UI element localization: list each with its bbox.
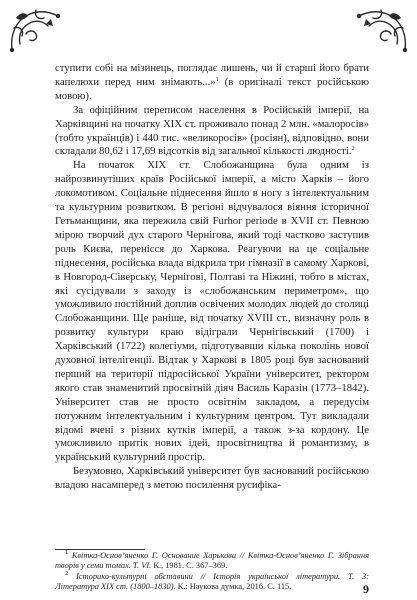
footnotes <box>55 549 369 592</box>
page-number: 9 <box>363 582 369 596</box>
corner-flourish-ornament-left <box>6 4 64 54</box>
footnote-ref: 2 <box>351 145 355 153</box>
footnote: $^2$ Історико-культурні обставини // Історія української літератури. Т. 3: Література XIX ст. (1800–1830). К.: Наукова думка, 2016. С. 115. <box>55 569 370 591</box>
body-text <box>55 62 369 493</box>
footnote-ref: 1 <box>215 75 219 83</box>
paragraph: За офіційним переписом населення в Російській імперії, на Харківщині на початку XIX ст. проживало понад 2 млн. «малоросів» (тобто українців) і 440 тис. «великоросів» (росіян), відповідно, вони складали 80,62 і 17,69 відсотків від загальної кількості людності.$^2$ <box>55 103 369 158</box>
paragraph: Безумовно, Харківський університет був заснований російською владою насамперед з метою посилення русифіка- <box>55 465 369 492</box>
paragraph: На початок XIX ст. Слобожанщина була одним із найрозвинутіших країв Російської імперії, а місто Харків – його локомотивом. Соціальне піднесення йшло в ногу з інтелектуальним та культурним розвитком. В регіоні відчувалося віяння історичної Гетьманщини, яка пережила свій Furhor periode в XVII ст. Певною мірою творчий дух старого Чернігова, який тоді частково заступив роль Києва, перенісся до Харкова. Реагуючи на це соціальне піднесення, російська влада відкрила три гімназії в самому Харкові, в Новгород-Сіверську, Чернігові, Полтаві та Ніжині, тобто в містах, які сусідували з заходу із «слобожанським периметром», що уможливило постійний доплив освічених молодих людей до столиці Слобожанщини. Ще раніше, від початку XVIII ст., визначну роль в розвитку культури краю відіграли Чернігівський (1700) і Харківський (1722) колегіуми, підготувавши кілька поколінь нової духовної інтелігенції. Відтак у Харкові в 1805 році був заснований перший на території підросійської України університет, ректором якого став знаменитий просвітній діяч Василь Каразін (1773–1842). Університет став не просто освітнім закладом, а передусім потужним інтелектуальним і культурним центром. Тут викладали відомі вчені з різних кутків імперії, а також з-за кордону. Це уможливило притік нових ідей, просвітництва й романтизму, в український культурний простір. <box>55 159 369 464</box>
footnote-divider <box>55 549 145 550</box>
paragraph: ступити собі на мізинець, поглядає лишень, чи й старші його брати капелюхи перед ним знімають...»$^1$ (в оригіналі текст російською мовою). <box>55 62 369 102</box>
footnote: $^1$ Квітка-Основ’яненко Г. Основание Харькова // Квітка-Основ’яненко Г. Зібрання творів у семи томах. Т. VI. К., 1981. С. 367–369. <box>55 549 369 571</box>
corner-flourish-ornament-right <box>353 4 411 54</box>
